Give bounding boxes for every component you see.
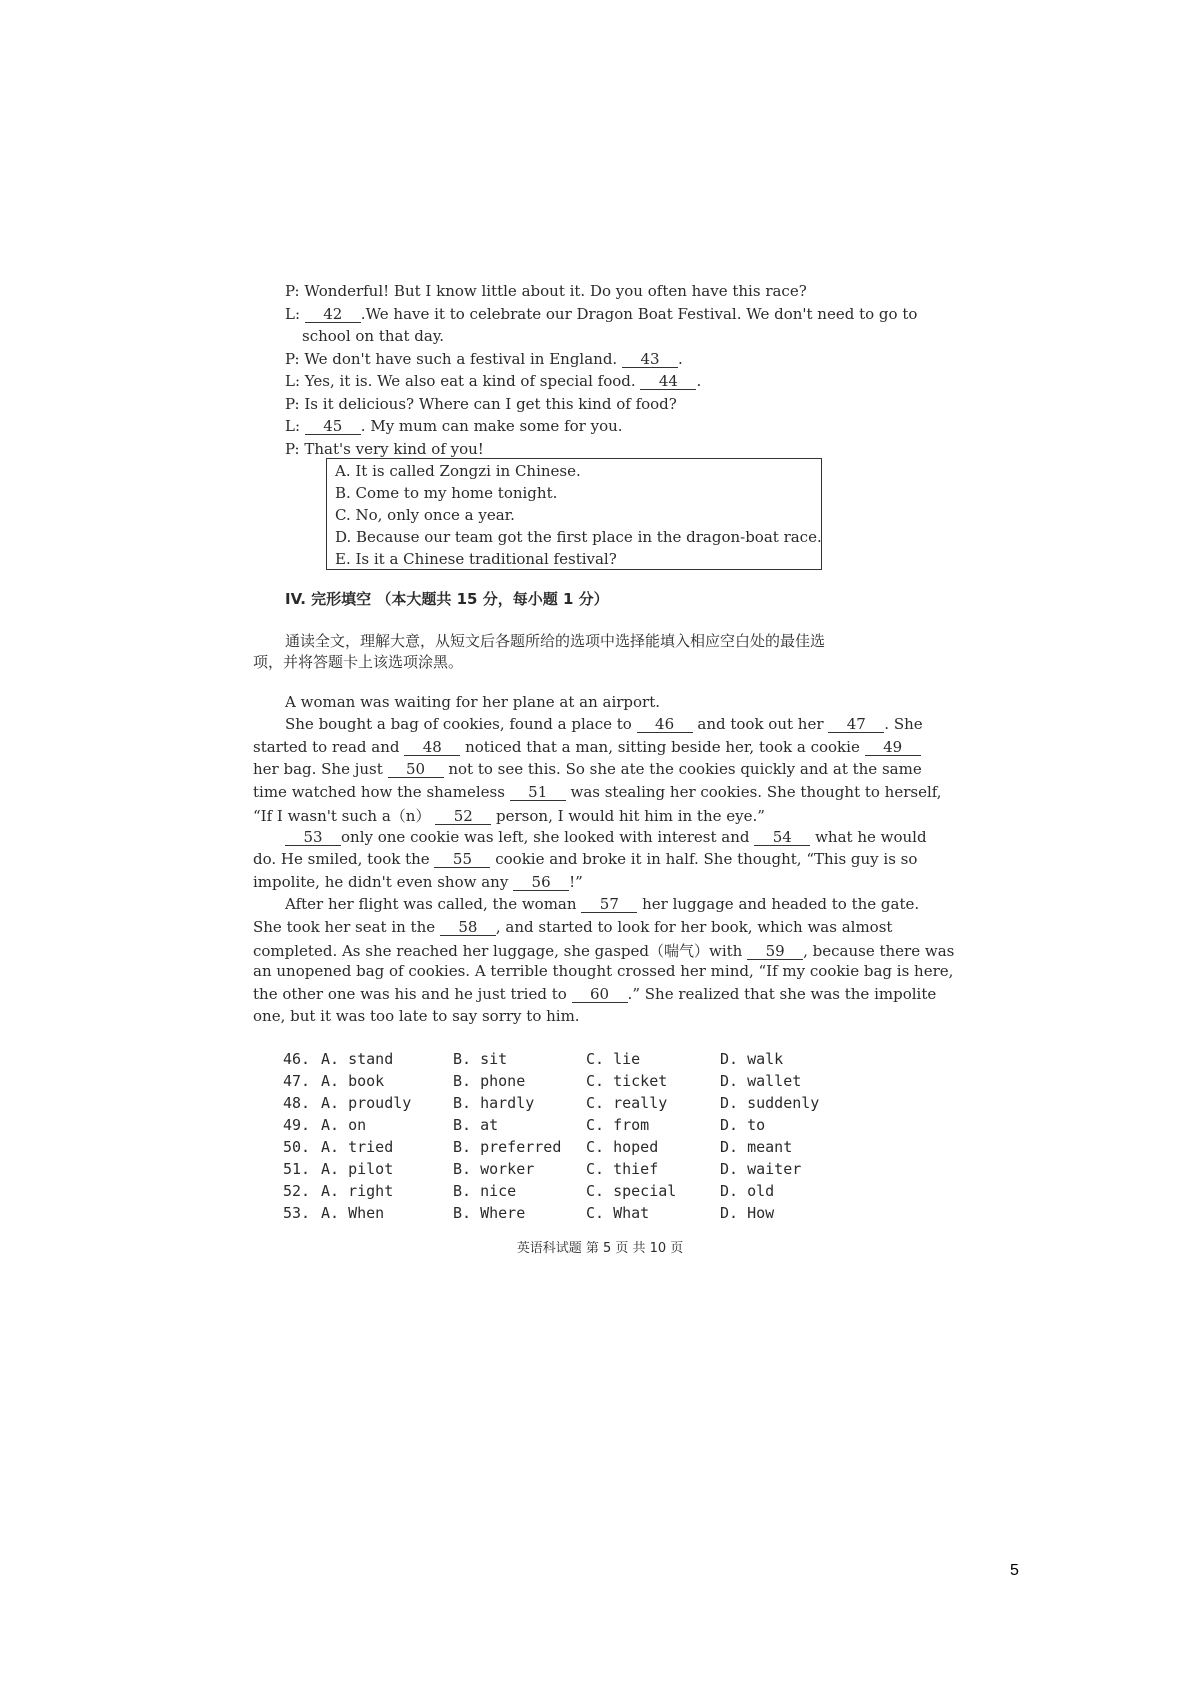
blank-60: 60	[572, 986, 628, 1003]
page-number: 5	[1010, 1562, 1019, 1579]
blank-42: 42	[305, 306, 361, 323]
passage-text: the other one was his and he just tried to	[253, 985, 567, 1003]
option-a: A. tried	[321, 1138, 394, 1156]
option-row	[283, 1182, 843, 1202]
option-b: B. nice	[453, 1182, 517, 1200]
passage-line	[285, 693, 660, 711]
passage-text: . She	[884, 715, 923, 733]
passage-text: A woman was waiting for her plane at an airport.	[285, 693, 661, 711]
option-b: B. phone	[453, 1072, 526, 1090]
box-option: D. Because our team got the first place in the dragon-boat race.	[335, 528, 822, 546]
dialogue-line	[285, 282, 807, 300]
option-a: A. proudly	[321, 1094, 412, 1112]
blank-58: 58	[440, 919, 496, 936]
passage-text: noticed that a man, sitting beside her, took a cookie	[465, 738, 860, 756]
passage-text: what he would	[815, 828, 927, 846]
passage-line	[253, 940, 954, 961]
passage-text: not to see this. So she ate the cookies quickly and at the same	[448, 760, 922, 778]
question-number: 51.	[283, 1160, 311, 1178]
passage-text: one, but it was too late to say sorry to him.	[253, 1007, 580, 1025]
option-c: C. really	[586, 1094, 668, 1112]
dialogue-line	[285, 417, 623, 435]
option-d: D. meant	[720, 1138, 793, 1156]
option-a: A. pilot	[321, 1160, 394, 1178]
box-option: E. Is it a Chinese traditional festival?	[335, 550, 617, 568]
passage-line	[253, 962, 953, 980]
passage-text: and took out her	[697, 715, 824, 733]
dialogue-line	[285, 440, 484, 458]
question-number: 52.	[283, 1182, 311, 1200]
passage-line	[285, 828, 927, 846]
dialogue-line	[285, 305, 918, 323]
option-row	[283, 1116, 843, 1136]
page-footer: 英语科试题 第 5 页 共 10 页	[516, 1241, 684, 1256]
option-c: C. lie	[586, 1050, 641, 1068]
option-row	[283, 1138, 843, 1158]
question-number: 47.	[283, 1072, 311, 1090]
passage-text: an unopened bag of cookies. A terrible thought crossed her mind, “If my cookie bag is here,	[253, 962, 954, 980]
option-c: C. special	[586, 1182, 677, 1200]
dialogue-line	[302, 327, 444, 345]
option-c: C. ticket	[586, 1072, 668, 1090]
blank-50: 50	[388, 761, 444, 778]
option-c: C. What	[586, 1204, 650, 1222]
passage-line	[253, 985, 936, 1003]
passage-text: , and started to look for her book, which was almost	[495, 918, 893, 936]
option-d: D. waiter	[720, 1160, 802, 1178]
option-d: D. suddenly	[720, 1094, 820, 1112]
dialogue-text: . My mum can make some for you.	[360, 417, 623, 435]
box-option: A. It is called Zongzi in Chinese.	[335, 462, 581, 480]
blank-53: 53	[285, 829, 341, 846]
passage-text: started to read and	[253, 738, 400, 756]
passage-line	[253, 873, 583, 891]
question-number: 48.	[283, 1094, 311, 1112]
passage-line	[253, 1007, 580, 1025]
option-c: C. from	[586, 1116, 650, 1134]
option-row	[283, 1094, 843, 1114]
passage-text: person, I would hit him in the eye.”	[496, 807, 765, 825]
punctuation: .	[677, 350, 683, 368]
blank-54: 54	[754, 829, 810, 846]
passage-line	[253, 760, 922, 778]
instruction-text: 项，并将答题卡上该选项涂黑。	[253, 653, 464, 671]
option-c: C. hoped	[586, 1138, 659, 1156]
blank-57: 57	[581, 896, 637, 913]
passage-line	[253, 805, 765, 826]
option-b: B. at	[453, 1116, 499, 1134]
dialogue-text: P: Wonderful! But I know little about it. Do you often have this race?	[285, 282, 807, 300]
blank-51: 51	[510, 784, 566, 801]
passage-text: She took her seat in the	[253, 918, 436, 936]
blank-46: 46	[637, 716, 693, 733]
blank-55: 55	[434, 851, 490, 868]
question-number: 46.	[283, 1050, 311, 1068]
option-a: A. on	[321, 1116, 367, 1134]
option-a: A. right	[321, 1182, 394, 1200]
option-d: D. How	[720, 1204, 775, 1222]
blank-56: 56	[513, 874, 569, 891]
passage-text: only one cookie was left, she looked with interest and	[341, 828, 750, 846]
blank-49: 49	[865, 739, 921, 756]
passage-text: After her flight was called, the woman	[285, 895, 577, 913]
passage-line	[253, 738, 921, 756]
instruction-text: 通读全文，理解大意，从短文后各题所给的选项中选择能填入相应空白处的最佳选	[285, 632, 826, 650]
speaker-label: L:	[285, 417, 305, 435]
passage-line	[285, 895, 919, 913]
passage-text: She bought a bag of cookies, found a place to	[285, 715, 632, 733]
passage-text: cookie and broke it in half. She thought, “This guy is so	[495, 850, 918, 868]
section-title: IV. 完形填空 （本大题共 15 分，每小题 1 分）	[285, 590, 609, 608]
blank-48: 48	[404, 739, 460, 756]
passage-text: !”	[569, 873, 583, 891]
blank-45: 45	[305, 418, 361, 435]
blank-52: 52	[435, 808, 491, 825]
answer-options-box	[326, 458, 822, 570]
passage-text: , because there was	[803, 942, 955, 960]
passage-text: completed. As she reached her luggage, she gasped（喘气）with	[253, 942, 743, 960]
passage-text: “If I wasn't such a（n）	[253, 807, 431, 825]
option-row	[283, 1050, 843, 1070]
passage-text: her luggage and headed to the gate.	[642, 895, 920, 913]
blank-44: 44	[640, 373, 696, 390]
dialogue-text: P: That's very kind of you!	[285, 440, 484, 458]
blank-47: 47	[828, 716, 884, 733]
option-row	[283, 1204, 843, 1224]
option-c: C. thief	[586, 1160, 659, 1178]
passage-line	[285, 715, 923, 733]
box-option: B. Come to my home tonight.	[335, 484, 558, 502]
passage-text: impolite, he didn't even show any	[253, 873, 509, 891]
blank-59: 59	[747, 943, 803, 960]
option-d: D. wallet	[720, 1072, 802, 1090]
passage-line	[253, 850, 917, 868]
option-d: D. old	[720, 1182, 775, 1200]
dialogue-text: school on that day.	[302, 327, 445, 345]
option-a: A. book	[321, 1072, 385, 1090]
dialogue-text: P: We don't have such a festival in England.	[285, 350, 618, 368]
dialogue-text: L: Yes, it is. We also eat a kind of special food.	[285, 372, 636, 390]
blank-43: 43	[622, 351, 678, 368]
dialogue-text: P: Is it delicious? Where can I get this kind of food?	[285, 395, 677, 413]
dialogue-line	[285, 372, 701, 390]
question-number: 50.	[283, 1138, 311, 1156]
option-b: B. preferred	[453, 1138, 562, 1156]
option-d: D. walk	[720, 1050, 784, 1068]
passage-line	[253, 918, 892, 936]
option-b: B. hardly	[453, 1094, 535, 1112]
box-option: C. No, only once a year.	[335, 506, 515, 524]
option-row	[283, 1072, 843, 1092]
dialogue-line	[285, 395, 677, 413]
option-d: D. to	[720, 1116, 766, 1134]
option-a: A. stand	[321, 1050, 394, 1068]
option-b: B. worker	[453, 1160, 535, 1178]
dialogue-line	[285, 350, 683, 368]
passage-text: time watched how the shameless	[253, 783, 505, 801]
passage-text: was stealing her cookies. She thought to herself,	[570, 783, 942, 801]
speaker-label: L:	[285, 305, 305, 323]
option-row	[283, 1160, 843, 1180]
passage-text: .” She realized that she was the impolite	[627, 985, 937, 1003]
passage-line	[253, 783, 942, 801]
option-b: B. Where	[453, 1204, 526, 1222]
question-number: 53.	[283, 1204, 311, 1222]
passage-text: do. He smiled, took the	[253, 850, 430, 868]
passage-text: her bag. She just	[253, 760, 383, 778]
option-b: B. sit	[453, 1050, 508, 1068]
punctuation: .	[696, 372, 702, 390]
question-number: 49.	[283, 1116, 311, 1134]
dialogue-text: .We have it to celebrate our Dragon Boat Festival. We don't need to go to	[360, 305, 918, 323]
option-a: A. When	[321, 1204, 385, 1222]
